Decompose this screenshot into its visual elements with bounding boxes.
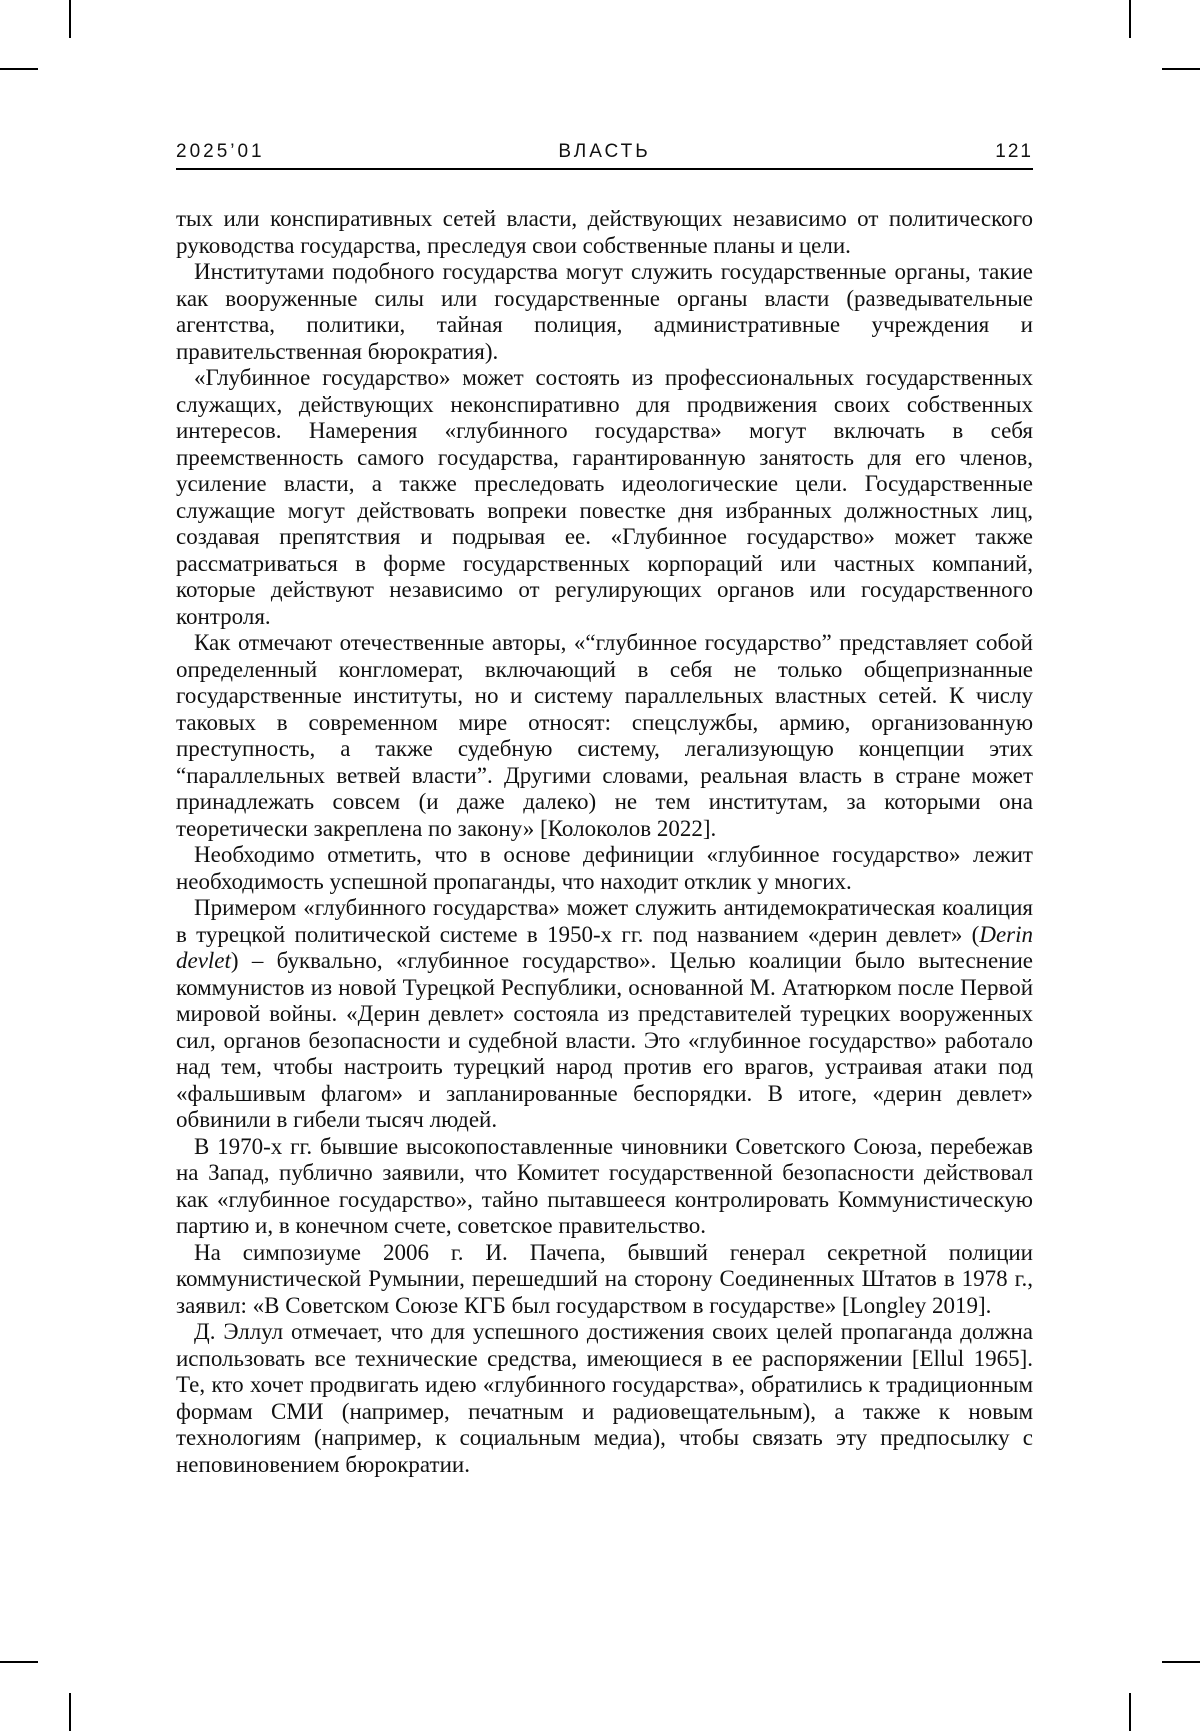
- paragraph-6: [176, 895, 1033, 1134]
- crop-mark-top-left: [69, 0, 71, 38]
- crop-mark-top-right: [1129, 0, 1131, 38]
- page-number: 121: [995, 141, 1033, 162]
- paragraph-6-after: ) – буквально, «глубинное государство». Целью коалиции было вытеснение коммунистов из новой Турецкой Республики, основанной М. Ататюрком после Первой мировой войны. «Дерин девлет» состояла из представителей турецких вооруженных сил, органов безопасности и судебной власти. Это «глубинное государство» работало над тем, чтобы настроить турецкий народ против его врагов, устраивая атаки под «фальшивым флагом» и запланированные беспорядки. В итоге, «дерин девлет» обвинили в гибели тысяч людей.: [176, 948, 1033, 1132]
- paragraph-5: Необходимо отметить, что в основе дефиниции «глубинное государство» лежит необходимость успешной пропаганды, что находит отклик у многих.: [176, 842, 1033, 894]
- paragraph-3: «Глубинное государство» может состоять из профессиональных государственных служащих, действующих неконспиративно для продвижения своих собственных интересов. Намерения «глубинного государства» могут включать в себя преемственность самого государства, гарантированную занятость для его членов, усиление власти, а также преследовать идеологические цели. Государственные служащие могут действовать вопреки повестке дня избранных должностных лиц, создавая препятствия и подрывая ее. «Глубинное государство» может также рассматриваться в форме государственных корпораций или частных компаний, которые действуют независимо от регулирующих органов или государственного контроля.: [176, 365, 1033, 629]
- paragraph-8: На симпозиуме 2006 г. И. Пачепа, бывший генерал секретной полиции коммунистической Румынии, перешедший на сторону Соединенных Штатов в 1978 г., заявил: «В Советском Союзе КГБ был государством в государстве» [Longley 2019].: [176, 1239, 1033, 1318]
- paragraph-9: Д. Эллул отмечает, что для успешного достижения своих целей пропаганда должна использовать все технические средства, имеющиеся в ее распоряжении [Ellul 1965]. Те, кто хочет продвигать идею «глубинного государства», обратились к традиционным формам СМИ (например, печатным и радиовещательным), а также к новым технологиям (например, к социальным медиа), чтобы связать эту предпосылку с неповиновением бюрократии.: [176, 1319, 1033, 1477]
- crop-mark-bottom-left: [69, 1693, 71, 1731]
- paragraph-4: Как отмечают отечественные авторы, «“глубинное государство” представляет собой определенный конгломерат, включающий в себя не только общепризнанные государственные институты, но и систему параллельных властных сетей. К числу таковых в современном мире относят: спецслужбы, армию, организованную преступность, а также судебную систему, легализующую концепции этих “параллельных ветвей власти”. Другими словами, реальная власть в стране может принадлежать совсем (и даже далеко) не тем институтам, за которыми она теоретически закреплена по закону» [Колоколов 2022].: [176, 630, 1033, 841]
- paragraph-7: В 1970-х гг. бывшие высокопоставленные чиновники Советского Союза, перебежав на Запад, публично заявили, что Комитет государственной безопасности действовал как «глубинное государство», тайно пытавшееся контролировать Коммунистическую партию и, в конечном счете, советское правительство.: [176, 1133, 1033, 1238]
- journal-title: ВЛАСТЬ: [558, 141, 651, 162]
- paragraph-2: Институтами подобного государства могут служить государственные органы, такие как вооруженные силы или государственные органы власти (разведывательные агентства, политики, тайная полиция, административные учреждения и правительственная бюрократия).: [176, 259, 1033, 364]
- crop-mark-top-left-h: [0, 68, 38, 70]
- running-header: [176, 140, 1033, 170]
- crop-mark-bottom-right-h: [1162, 1661, 1200, 1663]
- crop-mark-bottom-left-h: [0, 1661, 38, 1663]
- article-body: [176, 206, 1033, 1478]
- paragraph-1: тых или конспиративных сетей власти, действующих независимо от политического руководства государства, преследуя свои собственные планы и цели.: [176, 206, 1033, 258]
- crop-mark-bottom-right: [1129, 1693, 1131, 1731]
- crop-mark-top-right-h: [1162, 68, 1200, 70]
- paragraph-6-italic: Derin devlet: [176, 921, 1033, 973]
- paragraph-6-before: Примером «глубинного государства» может служить антидемократическая коалиция в турецкой политической системе в 1950-х гг. под названием «дерин девлет» (: [176, 895, 1033, 947]
- issue-number: 2025’01: [176, 141, 265, 162]
